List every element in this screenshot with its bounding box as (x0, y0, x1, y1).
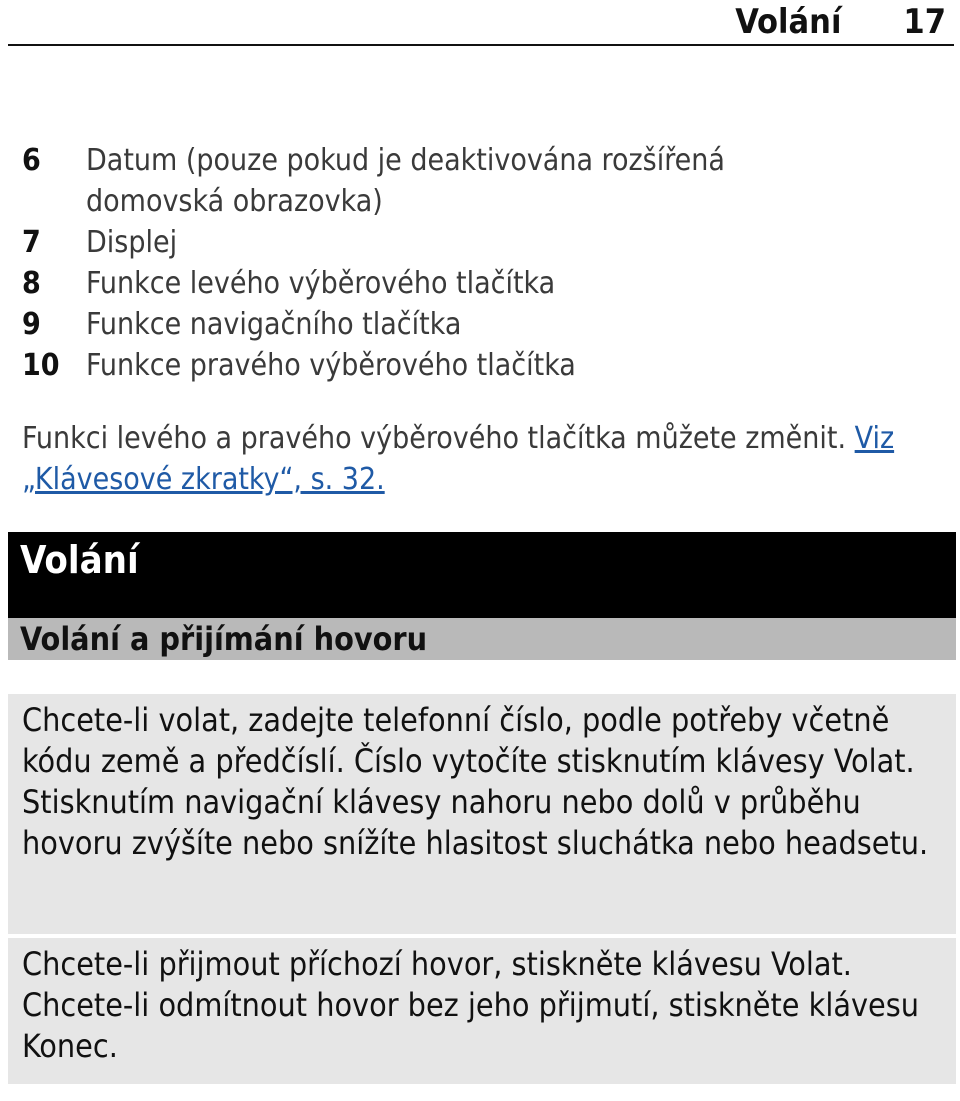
subsection-title: Volání a přijímání hovoru (20, 620, 428, 658)
numbered-list (22, 140, 942, 386)
note-paragraph (22, 418, 902, 500)
section-heading-bar (8, 532, 956, 618)
list-item-number: 9 (22, 307, 41, 342)
text-box (8, 938, 956, 1084)
note-text: Funkci levého a pravého výběrového tlačítka můžete změnit. (22, 421, 847, 456)
list-item-number: 6 (22, 143, 41, 178)
list-item (22, 304, 942, 345)
header-title: Volání (735, 2, 842, 42)
list-item-number: 10 (22, 348, 60, 383)
page-number: 17 (903, 2, 946, 42)
cross-reference-link[interactable]: Viz „Klávesové zkratky“, s. 32. (22, 421, 895, 497)
body-paragraph: Chcete-li volat, zadejte telefonní číslo, podle potřeby včetně kódu země a předčíslí. Číslo vytočíte stisknutím klávesy Volat. Stisknutím navigační klávesy nahoru nebo dolů v průběhu hovoru zvýšíte nebo snížíte hlasitost sluchátka nebo headsetu. (22, 701, 929, 862)
running-header (8, 0, 954, 46)
subsection-heading-bar (8, 618, 956, 660)
list-item (22, 345, 942, 386)
list-item (22, 140, 942, 222)
list-item-number: 8 (22, 266, 41, 301)
list-item-text: Funkce levého výběrového tlačítka (86, 266, 556, 301)
text-box (8, 694, 956, 934)
list-item-text: Displej (86, 225, 178, 260)
list-item-text: Funkce pravého výběrového tlačítka (86, 348, 576, 383)
section-title: Volání (20, 538, 139, 582)
list-item (22, 222, 942, 263)
list-item-text: Datum (pouze pokud je deaktivována rozšířená domovská obrazovka) (86, 143, 725, 219)
list-item-number: 7 (22, 225, 41, 260)
list-item-text: Funkce navigačního tlačítka (86, 307, 462, 342)
body-paragraph: Chcete-li přijmout příchozí hovor, stiskněte klávesu Volat. Chcete-li odmítnout hovor bez jeho přijmutí, stiskněte klávesu Konec. (22, 945, 919, 1065)
list-item (22, 263, 942, 304)
